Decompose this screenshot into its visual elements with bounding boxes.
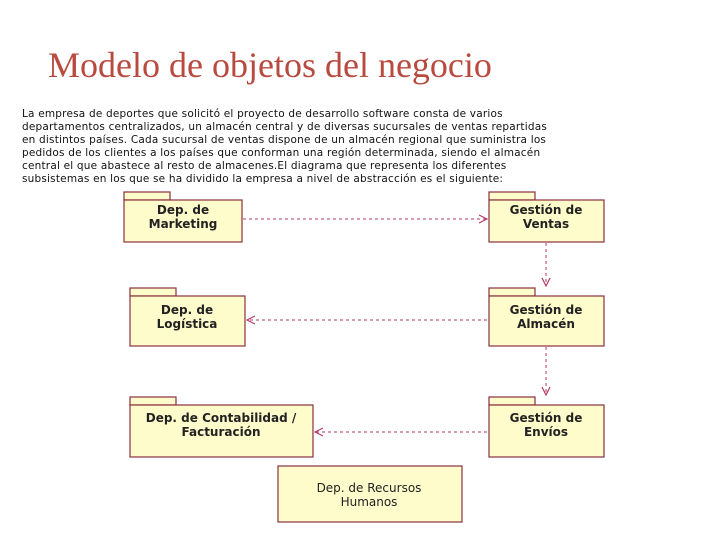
package-almacen: [489, 288, 604, 346]
package-rrhh: [278, 466, 462, 522]
package-label: Dep. de: [156, 203, 210, 217]
package-label: Dep. de Recursos: [316, 481, 422, 495]
package-label: Gestión de: [509, 203, 583, 217]
package-label: Envíos: [523, 425, 569, 439]
package-label: Almacén: [517, 317, 575, 331]
package-envios: [489, 397, 604, 457]
package-label: Marketing: [148, 217, 218, 231]
package-logistica: [130, 288, 245, 346]
intro-line: subsistemas en los que se ha dividido la empresa a nivel de abstracción es el siguiente:: [22, 173, 504, 185]
package-label: Logística: [156, 317, 218, 331]
slide-title: Modelo de objetos del negocio: [48, 45, 492, 85]
package-ventas: [489, 192, 604, 242]
package-label: Dep. de: [160, 303, 214, 317]
package-label: Facturación: [181, 425, 261, 439]
intro-line: pedidos de los clientes a los países que conforman una región determinada, siendo el almacén: [22, 147, 541, 159]
package-label: Humanos: [340, 495, 398, 509]
package-label: Dep. de Contabilidad /: [145, 411, 297, 425]
intro-line: en distintos países. Cada sucursal de ventas dispone de un almacén regional que suministra los: [22, 134, 547, 146]
intro-line: La empresa de deportes que solicitó el proyecto de desarrollo software consta de varios: [22, 108, 503, 120]
package-contabilidad: [130, 397, 313, 457]
package-label: Ventas: [522, 217, 570, 231]
intro-line: central el que abastece al resto de almacenes.El diagrama que representa los diferentes: [22, 160, 507, 172]
package-marketing: [124, 192, 242, 242]
package-label: Gestión de: [509, 303, 583, 317]
intro-line: departamentos centralizados, un almacén central y de diversas sucursales de ventas repartidas: [22, 121, 548, 133]
package-label: Gestión de: [509, 411, 583, 425]
